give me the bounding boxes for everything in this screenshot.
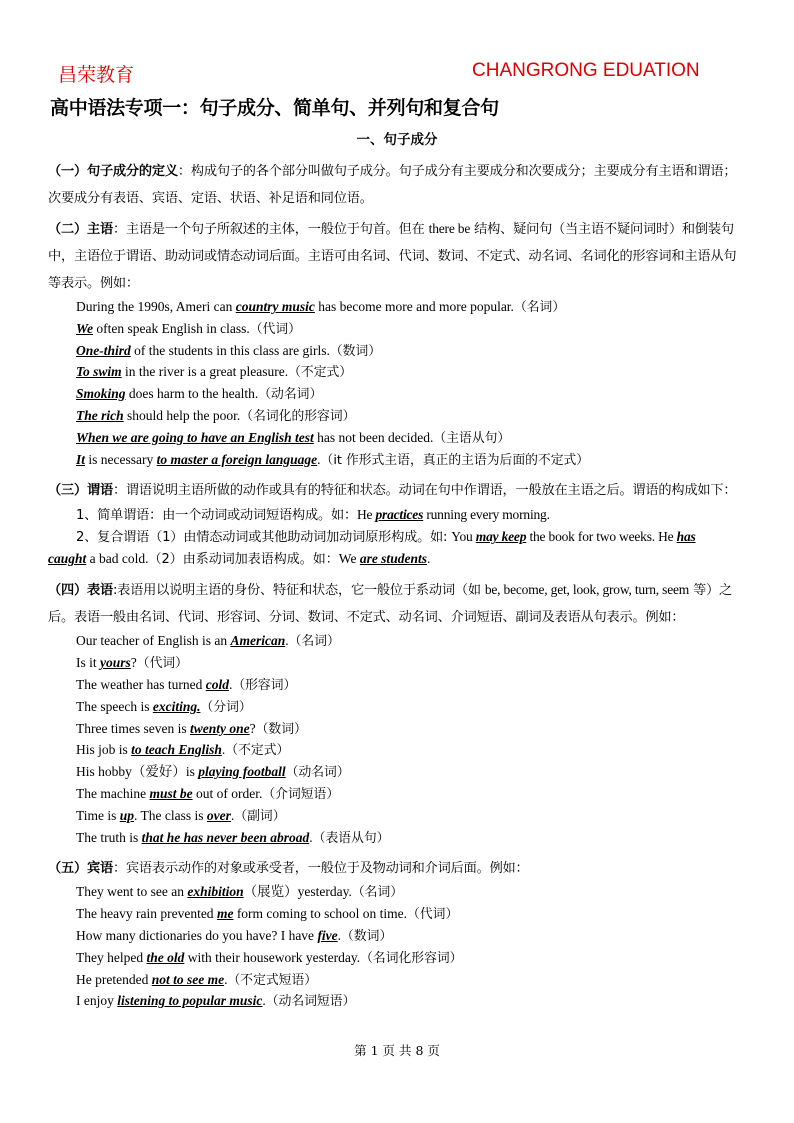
example-line: We often speak English in class.（代词） [76,320,301,337]
definition-text: ：构成句子的各个部分叫做句子成分。句子成分有主要成分和次要成分；主要成分有主语和谓语；次要成分有表语、宾语、定语、状语、补足语和同位语。 [48,164,737,206]
example-line: Is it yours?（代词） [76,655,188,672]
predicate-label: （三）谓语 [48,483,113,499]
example-line: To swim in the river is a great pleasure.（不定式） [76,364,353,381]
brand-logo-cn: 昌荣教育 [58,64,135,86]
example-line: Our teacher of English is an American.（名词） [76,633,340,650]
example-line: One-third of the students in this class are girls.（数词） [76,342,382,359]
subject-paragraph [48,215,738,297]
example-line: The rich should help the poor.（名词化的形容词） [76,407,356,424]
example-line: Smoking does harm to the health.（动名词） [76,386,323,403]
document-body [48,158,738,1013]
subject-examples [48,297,738,471]
example-line: His hobby（爱好）is playing football（动名词） [76,764,350,781]
predicative-label: （四）表语 [48,583,113,599]
predicate-paragraph [48,477,738,504]
example-line: They went to see an exhibition（展览）yesterday.（名词） [76,884,404,901]
definition-paragraph [48,158,738,212]
page-footer: 第 1 页 共 8 页 [354,1043,440,1058]
example-line: The machine must be out of order.（介词短语） [76,785,340,802]
predicative-verbs: be, become, get, look, grow, turn, seem [484,582,690,598]
predicate-item-1: 1、简单谓语：由一个动词或动词短语构成。如：He practices running every morning. [76,507,550,524]
definition-label: （一）句子成分的定义 [48,164,178,179]
subject-text-1: ：主语是一个句子所叙述的主体，一般位于句首。但在 [112,222,429,237]
predicate-item-2: 2、复合谓语（1）由情态动词或其他助动词加动词原形构成。如: You may keep the book for two weeks. He has [76,529,696,546]
section-title: 一、句子成分 [356,132,438,148]
example-line: Time is up. The class is over.（副词） [76,807,286,824]
example-line: The truth is that he has never been abroad.（表语从句） [76,829,390,846]
subject-text-2: 结构、疑问句（当主语不疑问词时）和倒装句中，主语位于谓语、助动词或情态动词后面。主语可由名词、代词、数词、不定式、动名词、名词化的形容词和主语从句等表示。例如： [48,222,737,291]
example-line: The weather has turned cold.（形容词） [76,676,297,693]
predicative-text-2: 等）之后。表语一般由名词、代词、形容词、分词、数词、不定式、动名词、介词短语、副词及表语从句表示。例如： [48,583,733,626]
predicate-text: ：谓语说明主语所做的动作或具有的特征和状态。动词在句中作谓语，一般放在主语之后。谓语的构成如下： [112,483,737,499]
example-line: The speech is exciting.（分词） [76,698,252,715]
example-line: They helped the old with their housework yesterday.（名词化形容词） [76,949,463,966]
example-line: He pretended not to see me.（不定式短语） [76,971,318,988]
example-line: How many dictionaries do you have? I have five.（数词） [76,927,393,944]
subject-there-be: there be [428,221,471,236]
predicative-text-1: :表语用以说明主语的身份、特征和状态，它一般位于系动词（如 [112,583,485,599]
example-line: The heavy rain prevented me form coming to school on time.（代词） [76,906,459,923]
object-label: （五）宾语 [48,861,113,877]
predicative-examples [48,631,738,849]
object-paragraph [48,855,738,882]
example-line: When we are going to have an English test has not been decided.（主语从句） [76,429,511,446]
object-text: ：宾语表示动作的对象或承受者，一般位于及物动词和介词后面。例如： [112,861,529,877]
brand-logo-en: CHANGRONG EDUATION [472,60,700,81]
example-line: His job is to teach English.（不定式） [76,742,290,759]
example-line: I enjoy listening to popular music.（动名词短语） [76,993,356,1010]
example-line: Three times seven is twenty one?（数词） [76,720,307,737]
predicate-item-2-continued: caught a bad cold.（2）由系动词加表语构成。如：We are students. [48,551,431,568]
page-title: 高中语法专项一：句子成分、简单句、并列句和复合句 [50,97,499,119]
subject-label: （二）主语 [48,222,113,237]
example-line: It is necessary to master a foreign language.（it 作形式主语，真正的主语为后面的不定式） [76,451,590,468]
predicative-paragraph [48,576,738,631]
object-examples [48,882,738,1013]
example-line: During the 1990s, Ameri can country music has become more and more popular.（名词） [76,299,566,315]
